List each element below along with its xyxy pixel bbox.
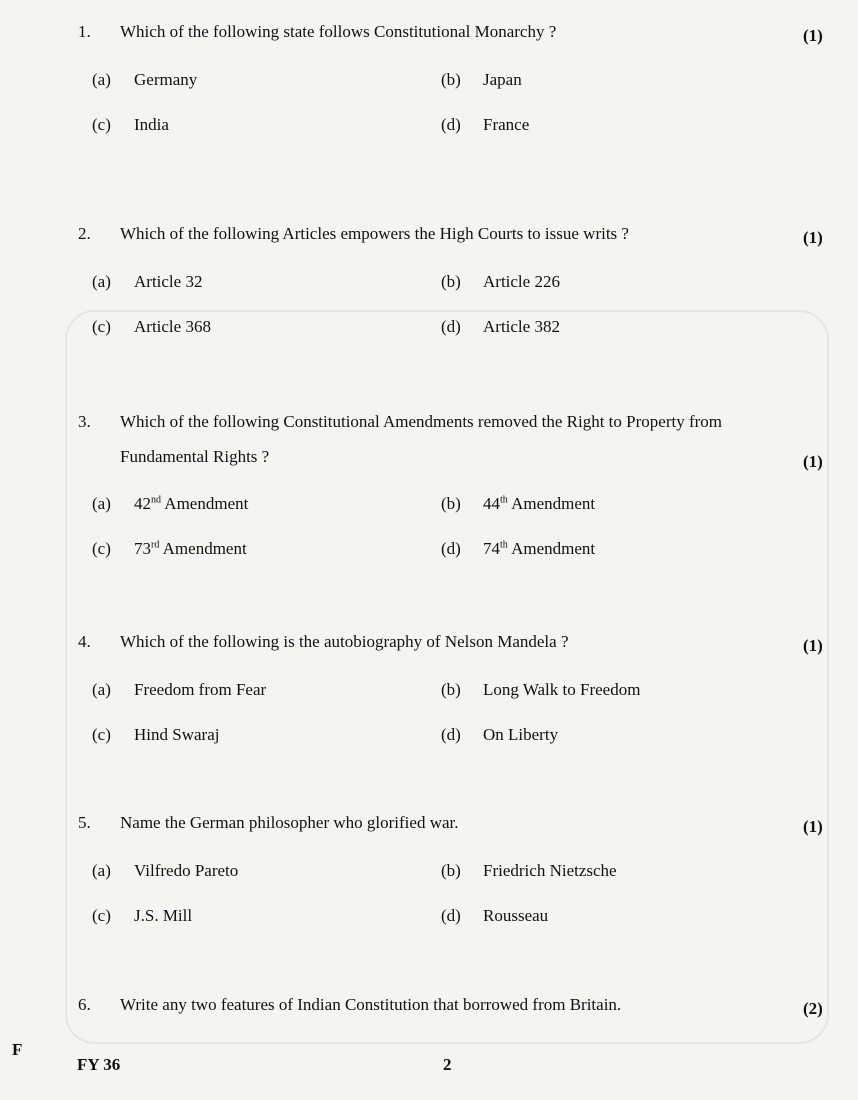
option-text: Freedom from Fear (134, 680, 267, 699)
option-text: J.S. Mill (134, 906, 193, 925)
option-label: (c) (92, 725, 111, 744)
option-label: (c) (92, 317, 111, 336)
question-text: Name the German philosopher who glorified war. (120, 813, 459, 832)
option-label: (b) (441, 494, 461, 513)
option-label: (d) (441, 725, 461, 744)
question-marks: (2) (803, 999, 823, 1018)
question-text: Write any two features of Indian Constitution that borrowed from Britain. (120, 995, 622, 1014)
question-marks: (1) (803, 228, 823, 247)
option-ordinal-suffix: th (500, 539, 508, 551)
option-text: Article 226 (483, 272, 560, 291)
option-label: (d) (441, 539, 461, 558)
option-ordinal-suffix: nd (151, 494, 161, 506)
question-text: Which of the following state follows Constitutional Monarchy ? (120, 22, 557, 41)
option-text: On Liberty (483, 725, 559, 744)
option-label: (c) (92, 115, 111, 134)
question-marks: (1) (803, 26, 823, 45)
question-number: 3. (78, 412, 91, 431)
option-text: Long Walk to Freedom (483, 680, 641, 699)
option-text: France (483, 115, 530, 134)
option-text: Vilfredo Pareto (134, 861, 239, 880)
option-label: (a) (92, 272, 111, 291)
option-label: (a) (92, 861, 111, 880)
option-ordinal: 44 (483, 494, 500, 513)
option-ordinal-suffix: th (500, 494, 508, 506)
paper-code: FY 36 (77, 1055, 121, 1074)
option-label: (d) (441, 115, 461, 134)
option-text: Hind Swaraj (134, 725, 220, 744)
question-marks: (1) (803, 452, 823, 471)
question-marks: (1) (803, 817, 823, 836)
question-text: Which of the following Constitutional Amendments removed the Right to Property from Fundamental Rights ? (120, 412, 722, 466)
option-text: Article 32 (134, 272, 203, 291)
question-number: 5. (78, 813, 91, 832)
option-text: Rousseau (483, 906, 549, 925)
option-label: (b) (441, 680, 461, 699)
option-ordinal: 74 (483, 539, 500, 558)
option-label: (a) (92, 70, 111, 89)
option-text: Amendment (507, 494, 596, 513)
question-number: 2. (78, 224, 91, 243)
option-text: Germany (134, 70, 198, 89)
option-label: (d) (441, 906, 461, 925)
option-text: Amendment (159, 539, 247, 558)
page-number: 2 (443, 1055, 452, 1074)
option-label: (d) (441, 317, 461, 336)
option-text: Friedrich Nietzsche (483, 861, 617, 880)
option-text: Japan (483, 70, 522, 89)
option-text: Amendment (507, 539, 596, 558)
option-label: (b) (441, 272, 461, 291)
option-label: (b) (441, 861, 461, 880)
question-text: Which of the following is the autobiography of Nelson Mandela ? (120, 632, 569, 651)
option-label: (c) (92, 906, 111, 925)
edge-mark: F (12, 1040, 23, 1059)
option-label: (a) (92, 680, 111, 699)
option-text: Article 368 (134, 317, 211, 336)
option-text: India (134, 115, 169, 134)
question-text: Which of the following Articles empowers the High Courts to issue writs ? (120, 224, 629, 243)
option-label: (a) (92, 494, 111, 513)
option-text: Amendment (161, 494, 249, 513)
question-number: 1. (78, 22, 91, 41)
option-ordinal-suffix: rd (151, 539, 160, 551)
question-number: 4. (78, 632, 91, 651)
option-label: (b) (441, 70, 461, 89)
question-marks: (1) (803, 636, 823, 655)
option-ordinal: 42 (134, 494, 151, 513)
question-number: 6. (78, 995, 91, 1014)
option-ordinal: 73 (134, 539, 151, 558)
option-label: (c) (92, 539, 111, 558)
option-text: Article 382 (483, 317, 560, 336)
